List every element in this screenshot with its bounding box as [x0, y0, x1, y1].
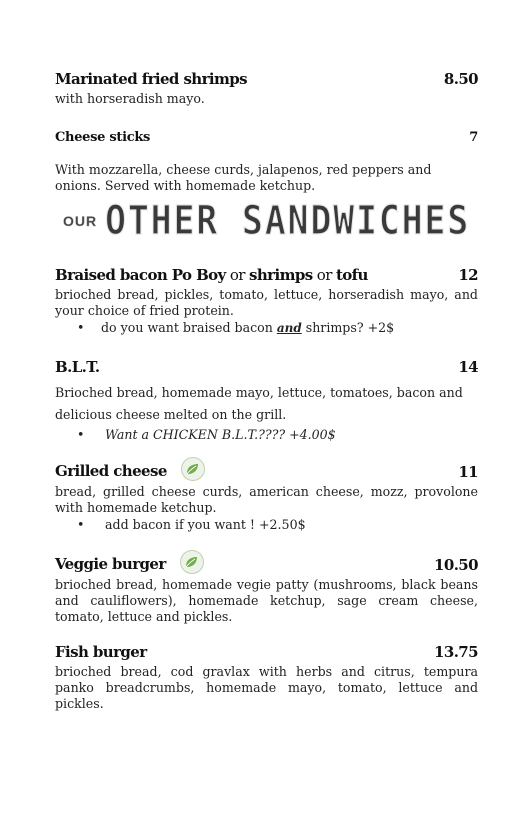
item-name: Marinated fried shrimps: [55, 70, 247, 88]
item-description: brioched bread, homemade vegie patty (mushrooms, black beans and cauliflowers), homemade ketchup, sage cream cheese, tomato, lettuce and pickles.: [55, 577, 478, 624]
option-text-part: shrimps? +2$: [301, 320, 395, 335]
veggie-leaf-icon: [181, 457, 205, 481]
item-description: With mozzarella, cheese curds, jalapenos, red peppers and onions. Served with homemade ketchup.: [55, 162, 432, 193]
option-text-part: do you want braised bacon: [101, 320, 277, 335]
item-option: [55, 320, 478, 336]
menu-item-veggie-burger: [55, 550, 478, 625]
item-name: Cheese sticks: [55, 130, 151, 145]
name-connector: or: [312, 266, 336, 284]
item-name: [55, 266, 368, 284]
item-description: brioched bread, cod gravlax with herbs and citrus, tempura panko breadcrumbs, homemade mayo, tomato, lettuce and pickles.: [55, 664, 478, 711]
menu-item-fish-burger: [55, 643, 478, 712]
menu-item-grilled-cheese: [55, 457, 478, 533]
item-price: 12: [458, 266, 478, 284]
name-connector: or: [225, 266, 250, 284]
name-part: tofu: [335, 266, 368, 284]
menu-item-blt: [55, 358, 478, 443]
name-part: shrimps: [249, 266, 313, 284]
option-and: and: [276, 321, 302, 335]
item-option: [55, 427, 478, 443]
menu-item-po-boy: [55, 266, 478, 336]
menu-page: [55, 0, 478, 816]
item-price: 11: [458, 463, 478, 481]
item-name: Fish burger: [55, 643, 147, 661]
veggie-leaf-icon: [180, 550, 204, 574]
option-text: [101, 320, 394, 336]
item-option: [55, 517, 478, 533]
option-text: Want a CHICKEN B.L.T.???? +4.00$: [105, 427, 336, 442]
item-price: 13.75: [434, 643, 478, 661]
bullet-dot: •: [77, 517, 85, 532]
item-description: with horseradish mayo.: [55, 91, 205, 106]
option-text: add bacon if you want ! +2.50$: [105, 517, 306, 532]
item-description: brioched bread, pickles, tomato, lettuce, horseradish mayo, and your choice of fried protein.: [55, 287, 478, 318]
menu-item-cheese-sticks: [55, 130, 478, 194]
item-description: Brioched bread, homemade mayo, lettuce, tomatoes, bacon and delicious cheese melted on the grill.: [55, 385, 463, 422]
banner-title: OTHER SANDWICHES: [105, 198, 470, 244]
menu-item-shrimps: [55, 70, 478, 107]
item-price: 10.50: [434, 556, 478, 574]
item-name: [55, 550, 204, 574]
item-price: 7: [469, 130, 478, 145]
item-description: bread, grilled cheese curds, american cheese, mozz, provolone with homemade ketchup.: [55, 484, 478, 515]
section-banner: [63, 196, 473, 244]
item-name-text: Grilled cheese: [55, 462, 167, 480]
banner-small-text: OUR: [63, 213, 98, 229]
bullet-dot: •: [77, 320, 85, 335]
item-price: 8.50: [443, 70, 478, 88]
bullet-dot: •: [77, 427, 85, 442]
item-name-text: Veggie burger: [55, 555, 166, 573]
item-name: [55, 457, 205, 481]
item-name: B.L.T.: [55, 358, 100, 376]
item-price: 14: [458, 358, 478, 376]
name-part: Braised bacon Po Boy: [55, 266, 226, 284]
